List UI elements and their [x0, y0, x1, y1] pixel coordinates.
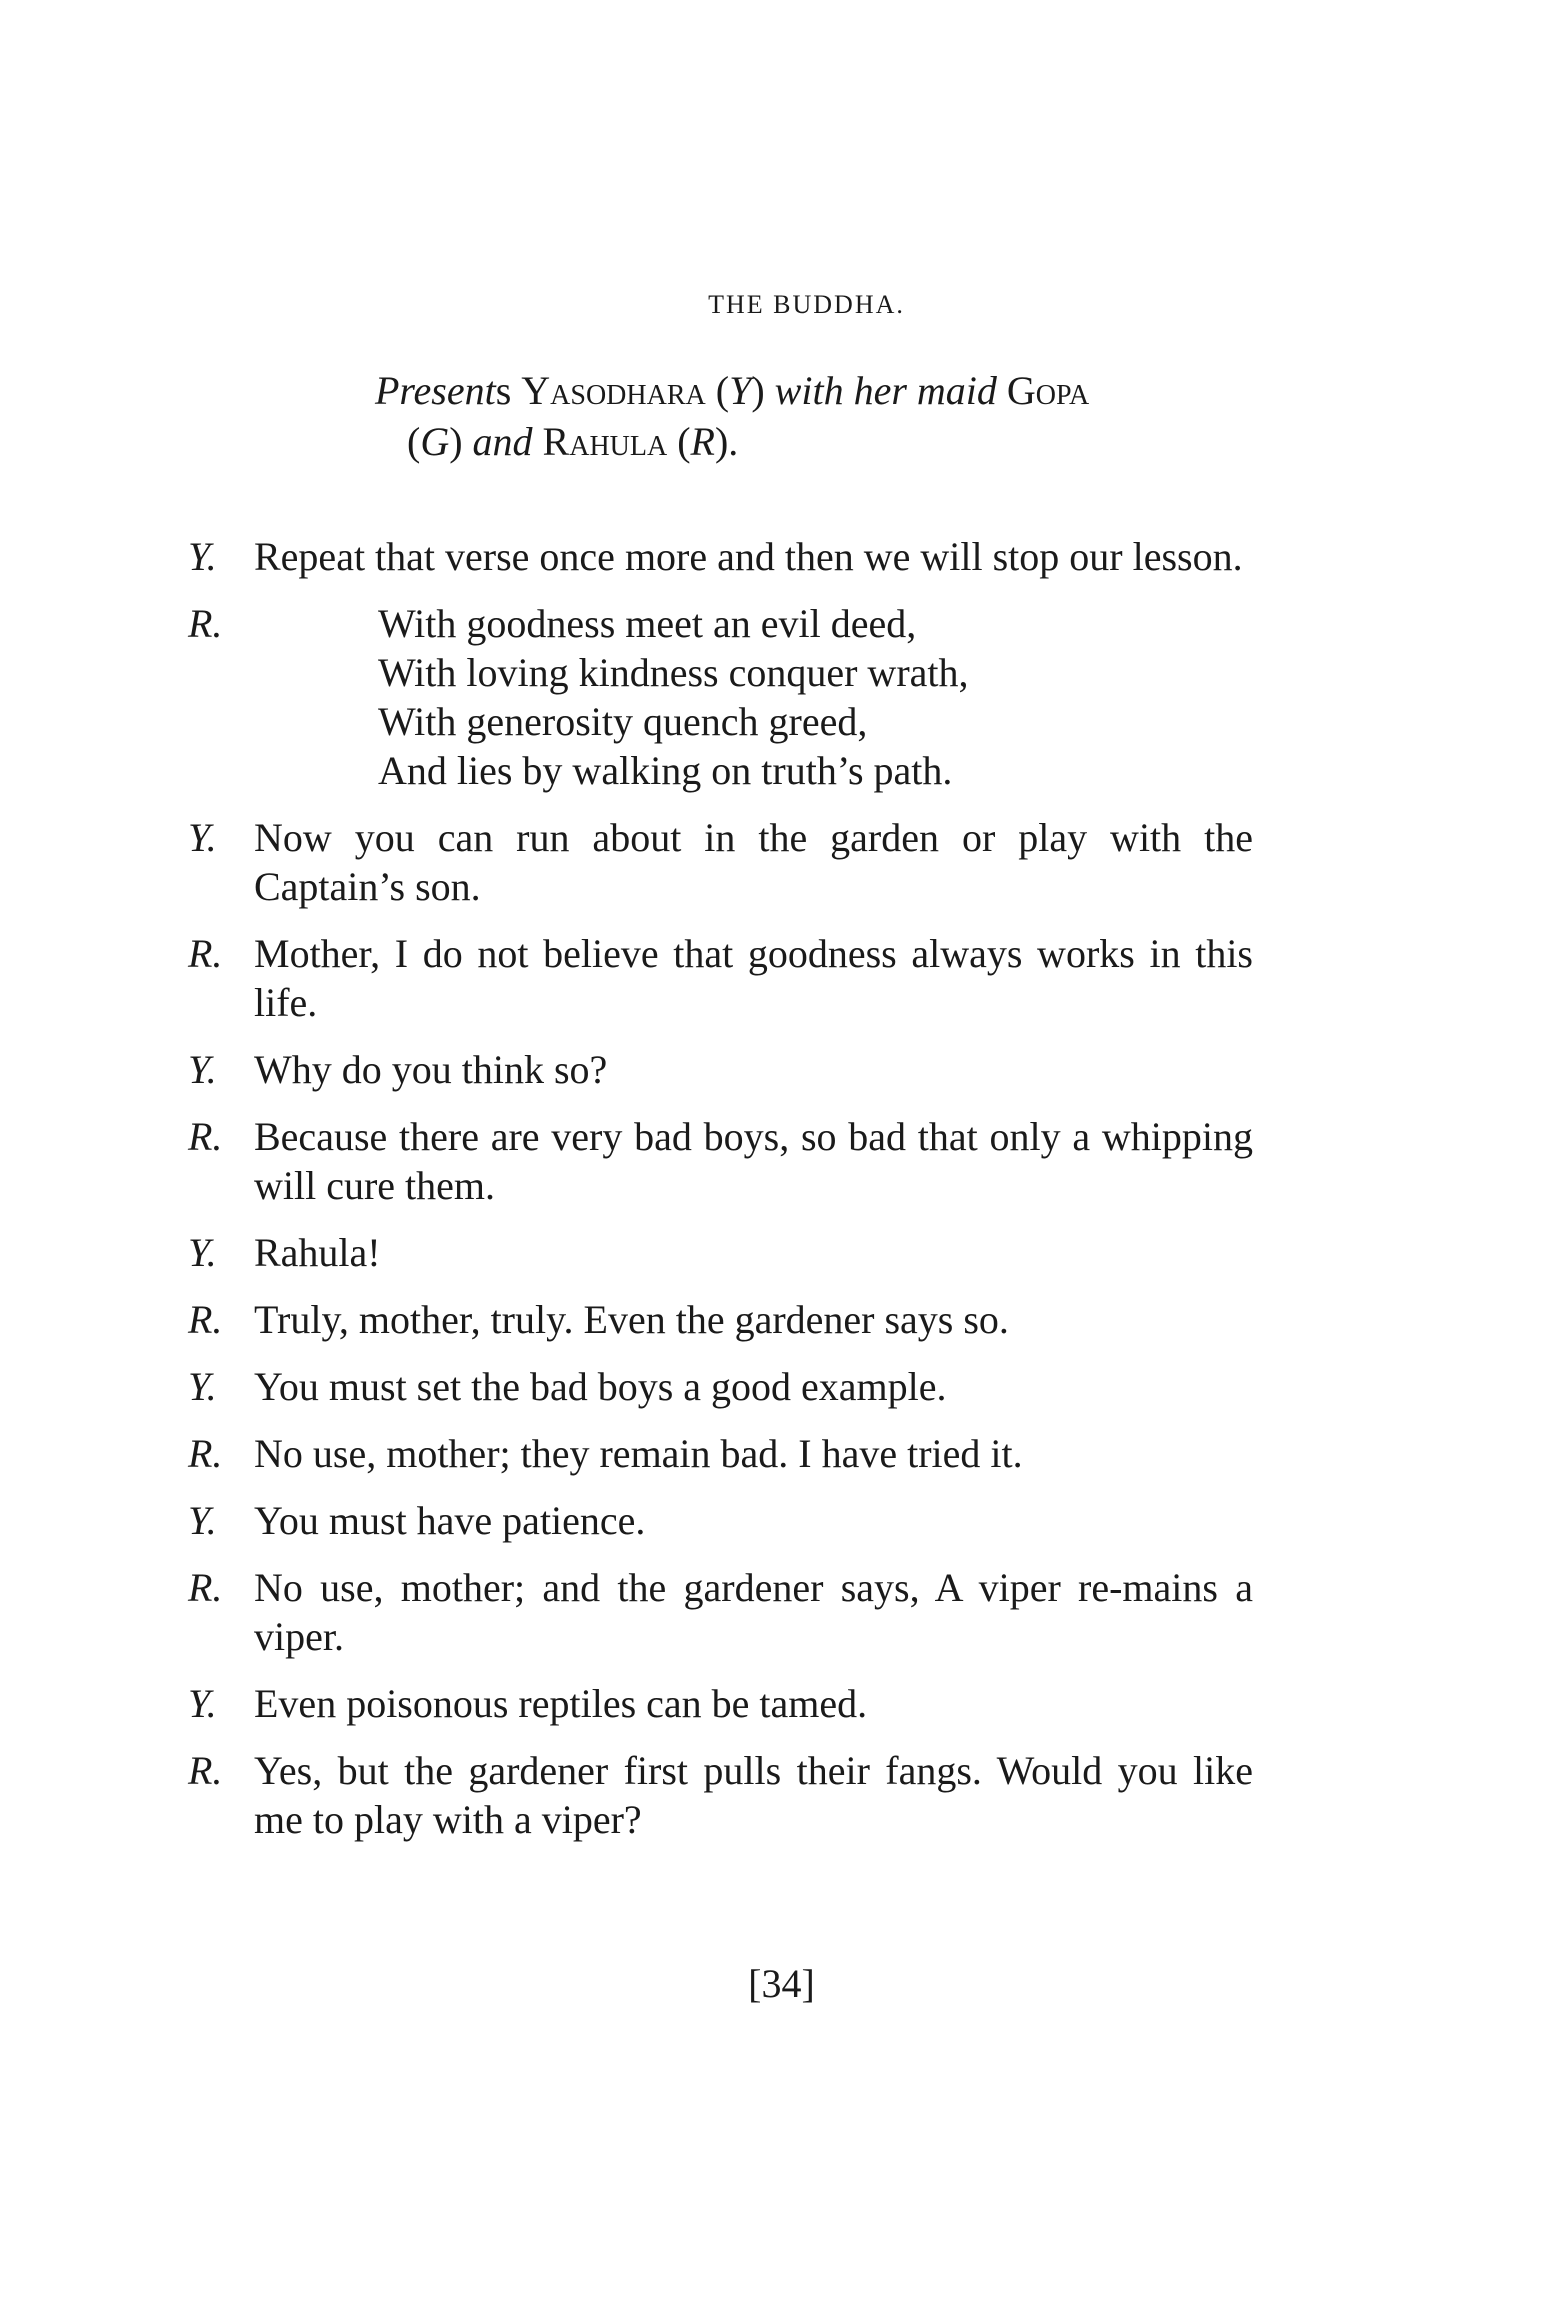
speech-text: Truly, mother, truly. Even the gardener says so.: [254, 1297, 1009, 1342]
character-gopa: Gopa: [1006, 368, 1090, 413]
stage-direction-line-2: [375, 416, 1265, 467]
speaker-label: Y.: [188, 1230, 217, 1275]
speech: [188, 1228, 1253, 1277]
speech: [188, 1362, 1253, 1411]
speaker-label: Y.: [188, 815, 217, 860]
speaker-label: R.: [188, 1114, 223, 1159]
paren-open: (: [667, 419, 691, 464]
abbr-y: Y: [729, 368, 752, 413]
speech: [188, 1112, 1253, 1210]
speaker-label: R.: [188, 931, 223, 976]
paren-close: ): [449, 419, 473, 464]
abbr-r: R: [690, 419, 715, 464]
speech: [188, 1679, 1253, 1728]
speech-text: No use, mother; they remain bad. I have tried it.: [254, 1431, 1023, 1476]
dialogue: [188, 532, 1253, 1862]
verse: [254, 599, 969, 795]
speaker-label: R.: [188, 1297, 223, 1342]
stage-direction-line-1: [375, 365, 1265, 416]
speech-text: Rahula!: [254, 1230, 381, 1275]
speech-text: Yes, but the gardener first pulls their fangs. Would you like me to play with a viper?: [254, 1748, 1253, 1842]
running-head: THE BUDDHA.: [708, 290, 905, 319]
verse-line: With loving kindness conquer wrath,: [378, 650, 969, 695]
speaker-label: Y.: [188, 1047, 217, 1092]
speaker-label: R.: [188, 601, 223, 646]
page-number: [34]: [748, 1961, 815, 2006]
with-her-maid: with her maid: [774, 368, 997, 413]
speech: [188, 1295, 1253, 1344]
speech-text: Now you can run about in the garden or play with the Captain’s son.: [254, 815, 1253, 909]
paren-close: ): [751, 368, 775, 413]
speech-text: You must set the bad boys a good example.: [254, 1364, 947, 1409]
speech-text: Why do you think so?: [254, 1047, 608, 1092]
verse-line: With goodness meet an evil deed,: [378, 601, 917, 646]
speech: [188, 929, 1253, 1027]
speaker-label: R.: [188, 1431, 223, 1476]
speech: [188, 1563, 1253, 1661]
speech: [188, 1496, 1253, 1545]
abbr-g: G: [420, 419, 450, 464]
speaker-label: Y.: [188, 1364, 217, 1409]
presents-suffix: s: [495, 368, 512, 413]
speaker-label: Y.: [188, 1498, 217, 1543]
speech: [188, 813, 1253, 911]
verse-speech: [188, 599, 1253, 795]
character-yasodhara: Yasodhara: [521, 368, 706, 413]
speaker-label: Y.: [188, 534, 217, 579]
paren-open: (: [705, 368, 730, 413]
character-rahula: Rahula: [542, 419, 668, 464]
speech: [188, 1429, 1253, 1478]
speaker-label: Y.: [188, 1681, 217, 1726]
verse-line: With generosity quench greed,: [378, 699, 868, 744]
speech: [188, 1045, 1253, 1094]
and-word: and: [472, 419, 533, 464]
verse-line: And lies by walking on truth’s path.: [378, 748, 953, 793]
speech: [188, 532, 1253, 581]
speech-text: No use, mother; and the gardener says, A viper re-mains a viper.: [254, 1565, 1253, 1659]
speech-text: Because there are very bad boys, so bad that only a whipping will cure them.: [254, 1114, 1253, 1208]
speech: [188, 1746, 1253, 1844]
presents-word: Present: [375, 368, 496, 413]
speech-text: Mother, I do not believe that goodness always works in this life.: [254, 931, 1253, 1025]
paren-open: (: [407, 419, 421, 464]
paren-close: ).: [714, 419, 739, 464]
speech-text: You must have patience.: [254, 1498, 646, 1543]
stage-direction: [375, 365, 1265, 467]
speaker-label: R.: [188, 1748, 223, 1793]
speaker-label: R.: [188, 1565, 223, 1610]
speech-text: Repeat that verse once more and then we will stop our lesson.: [254, 534, 1243, 579]
speech-text: Even poisonous reptiles can be tamed.: [254, 1681, 868, 1726]
